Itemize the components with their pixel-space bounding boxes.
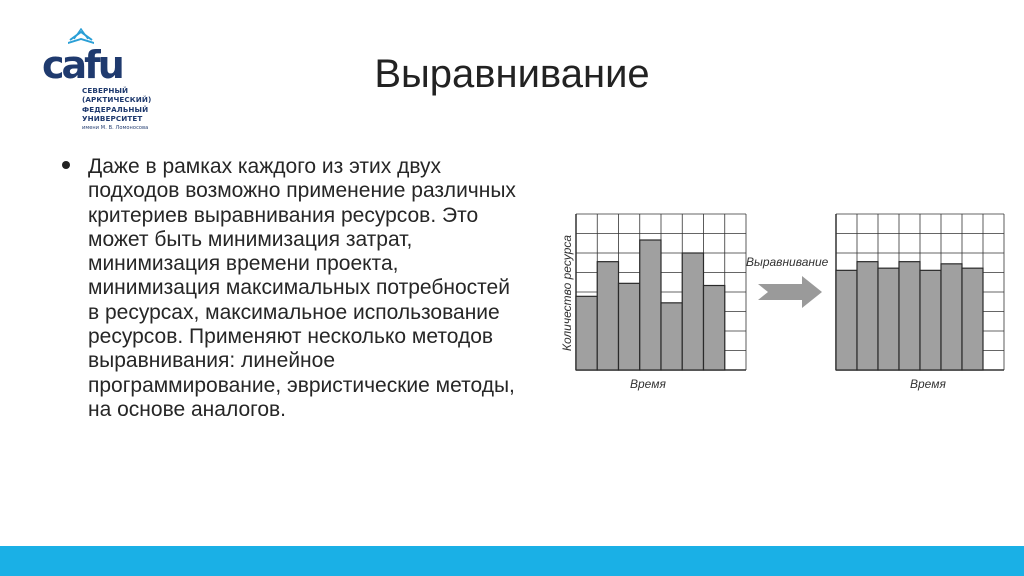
bullet-text: Даже в рамках каждого из этих двух подходов возможно применение различных критериев выравнивания ресурсов. Это может быть минимизация затрат, минимизация времени проекта, минимизация максимальных потребностей в ресурсах, максимальное использование ресурсов. Применяют несколько методов выравнивания: линейное программирование, эвристические методы, на основе аналогов. xyxy=(88,155,516,421)
logo-line: ФЕДЕРАЛЬНЫЙ xyxy=(82,104,149,114)
slide-title: Выравнивание xyxy=(374,52,650,96)
bar-right-2 xyxy=(857,262,878,370)
logo-subline: имени М. В. Ломоносова xyxy=(82,124,149,131)
bar-left-4 xyxy=(640,240,661,370)
x-axis-label-right: Время xyxy=(910,377,946,391)
logo-wordmark: cafu xyxy=(42,43,122,87)
bar-chart-left xyxy=(576,214,746,370)
bar-chart-right xyxy=(836,214,1004,370)
leveling-chart xyxy=(540,200,1020,410)
bar-left-5 xyxy=(661,303,682,370)
logo-line: СЕВЕРНЫЙ xyxy=(82,86,129,95)
arrow-icon xyxy=(758,276,822,308)
bar-left-2 xyxy=(597,262,618,370)
bar-left-3 xyxy=(619,283,640,370)
logo-line: УНИВЕРСИТЕТ xyxy=(82,114,143,124)
bar-left-7 xyxy=(704,286,725,371)
bottom-accent-bar xyxy=(0,546,1024,576)
bar-right-3 xyxy=(878,268,899,370)
bar-left-6 xyxy=(682,253,703,370)
bar-right-7 xyxy=(962,268,983,370)
x-axis-label-left: Время xyxy=(630,377,666,391)
bullet-dot-icon xyxy=(62,161,70,169)
logo-line: (АРКТИЧЕСКИЙ) xyxy=(82,95,152,105)
arrow-label: Выравнивание xyxy=(746,255,829,269)
bar-right-4 xyxy=(899,262,920,370)
bar-right-6 xyxy=(941,264,962,370)
bar-right-5 xyxy=(920,270,941,370)
leveling-figure xyxy=(540,200,1020,410)
bar-left-1 xyxy=(576,296,597,370)
y-axis-label: Количество ресурса xyxy=(560,234,574,352)
bar-right-1 xyxy=(836,270,857,370)
